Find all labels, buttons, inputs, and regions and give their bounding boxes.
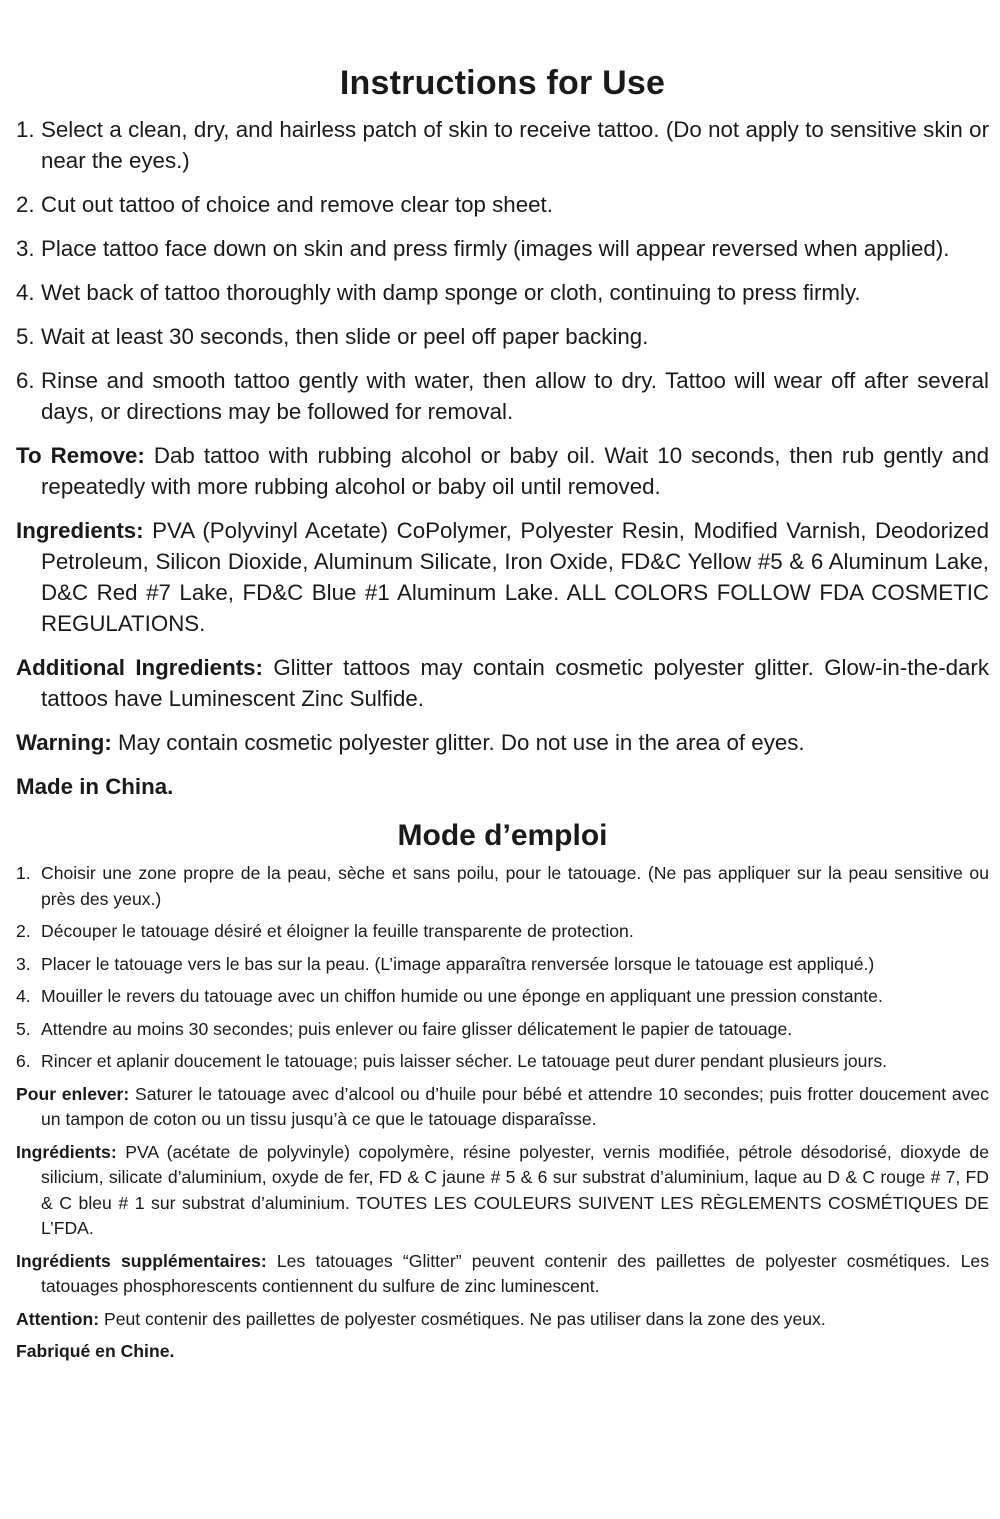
warning-text: May contain cosmetic polyester glitter. Do not use in the area of eyes. — [117, 730, 805, 755]
step-text: Place tattoo face down on skin and press firmly (images will appear reversed when applied). — [41, 236, 950, 261]
english-step-2 — [16, 189, 989, 220]
english-warning — [16, 727, 989, 758]
french-step-4 — [16, 984, 989, 1010]
step-number: 2. — [16, 921, 31, 941]
step-text: Placer le tatouage vers le bas sur la peau. (L’image apparaîtra renversée lorsque le tatouage est appliqué.) — [41, 953, 875, 974]
additional-text: Les tatouages “Glitter” peuvent contenir des paillettes de polyester cosmétiques. Les tatouages phosphorescents contiennent du sulfure de zinc luminescent. — [41, 1250, 990, 1296]
ingredients-text: PVA (acétate de polyvinyle) copolymère, résine polyester, vernis modifiée, pétrole désodorisé, dioxyde de silicium, silicate d’aluminium, oxyde de fer, FD & C jaune # 5 & 6 sur substrat d’aluminium, laque au D & C rouge # 7, FD & C bleu # 1 sur substrat d’aluminium. TOUTES LES COULEURS SUIVENT LES RÈGLEMENTS COSMÉTIQUES DE L’FDA. — [41, 1141, 989, 1238]
step-text: Wait at least 30 seconds, then slide or peel off paper backing. — [41, 324, 649, 349]
french-step-2 — [16, 919, 989, 945]
french-step-5 — [16, 1017, 989, 1043]
french-remove — [16, 1082, 989, 1133]
english-made-in — [16, 771, 989, 802]
english-step-1 — [16, 114, 989, 176]
step-number: 4. — [16, 986, 31, 1006]
remove-label: Pour enlever: — [16, 1083, 130, 1104]
english-title: Instructions for Use — [339, 64, 666, 102]
step-number: 3. — [16, 953, 31, 974]
english-step-6 — [16, 365, 989, 427]
made-in-text: Fabriqué en Chine. — [16, 1341, 175, 1361]
step-number: 5. — [16, 1018, 31, 1039]
ingredients-text: PVA (Polyvinyl Acetate) CoPolymer, Polyester Resin, Modified Varnish, Deodorized Petroleum, Silicon Dioxide, Aluminum Silicate, Iron Oxide, FD&C Yellow #5 & 6 Aluminum Lake, D&C Red #7 Lake, FD&C Blue #1 Aluminum Lake. ALL COLORS FOLLOW FDA COSMETIC REGULATIONS. — [41, 518, 989, 636]
french-additional-ingredients — [16, 1249, 989, 1300]
step-number: 2. — [16, 192, 35, 217]
step-text: Rinse and smooth tattoo gently with water, then allow to dry. Tattoo will wear off after several days, or directions may be followed for removal. — [41, 368, 989, 424]
english-remove — [16, 440, 989, 502]
step-number: 3. — [16, 236, 35, 261]
step-text: Select a clean, dry, and hairless patch of skin to receive tattoo. (Do not apply to sensitive skin or near the eyes.) — [41, 117, 989, 173]
english-ingredients — [16, 515, 989, 639]
french-ingredients — [16, 1140, 989, 1242]
step-number: 6. — [16, 1051, 31, 1071]
french-step-1 — [16, 861, 989, 912]
remove-text: Dab tattoo with rubbing alcohol or baby oil. Wait 10 seconds, then rub gently and repeatedly with more rubbing alcohol or baby oil until removed. — [41, 443, 989, 499]
french-title: Mode d’emploi — [397, 819, 608, 852]
step-text: Cut out tattoo of choice and remove clear top sheet. — [41, 192, 553, 217]
french-made-in — [16, 1339, 989, 1365]
french-step-6 — [16, 1049, 989, 1075]
step-number: 5. — [16, 324, 35, 349]
step-text: Découper le tatouage désiré et éloigner la feuille transparente de protection. — [41, 921, 634, 941]
remove-text: Saturer le tatouage avec d’alcool ou d’huile pour bébé et attendre 10 secondes; puis frotter doucement avec un tampon de coton ou un tissu jusqu’à ce que le tatouage disparaîsse. — [41, 1083, 989, 1129]
additional-label: Ingrédients supplémentaires: — [16, 1250, 267, 1271]
additional-text: Glitter tattoos may contain cosmetic polyester glitter. Glow-in-the-dark tattoos have Luminescent Zinc Sulfide. — [41, 655, 989, 711]
warning-text: Peut contenir des paillettes de polyester cosmétiques. Ne pas utiliser dans la zone des yeux. — [103, 1308, 826, 1329]
english-step-3 — [16, 233, 989, 264]
french-step-3 — [16, 952, 989, 978]
english-steps-list — [16, 114, 989, 427]
additional-label: Additional Ingredients: — [16, 655, 263, 680]
step-number: 1. — [16, 863, 31, 883]
step-number: 1. — [16, 117, 35, 142]
ingredients-label: Ingrédients: — [16, 1141, 117, 1162]
french-warning — [16, 1307, 989, 1333]
step-number: 6. — [16, 368, 35, 393]
warning-label: Warning: — [16, 730, 112, 755]
step-text: Attendre au moins 30 secondes; puis enlever ou faire glisser délicatement le papier de tatouage. — [41, 1018, 793, 1039]
step-text: Wet back of tattoo thoroughly with damp sponge or cloth, continuing to press firmly. — [41, 280, 861, 305]
french-steps-list — [16, 861, 989, 1075]
step-text: Mouiller le revers du tatouage avec un chiffon humide ou une éponge en appliquant une pression constante. — [41, 986, 883, 1006]
made-in-text: Made in China. — [16, 774, 174, 799]
english-step-5 — [16, 321, 989, 352]
warning-label: Attention: — [16, 1308, 100, 1329]
step-text: Choisir une zone propre de la peau, sèche et sans poilu, pour le tatouage. (Ne pas appliquer sur la peau sensitive ou près des yeux.) — [41, 863, 989, 909]
step-text: Rincer et aplanir doucement le tatouage; puis laisser sécher. Le tatouage peut durer pendant plusieurs jours. — [41, 1051, 888, 1071]
english-additional-ingredients — [16, 652, 989, 714]
step-number: 4. — [16, 280, 35, 305]
english-step-4 — [16, 277, 989, 308]
remove-label: To Remove: — [16, 443, 145, 468]
ingredients-label: Ingredients: — [16, 518, 144, 543]
